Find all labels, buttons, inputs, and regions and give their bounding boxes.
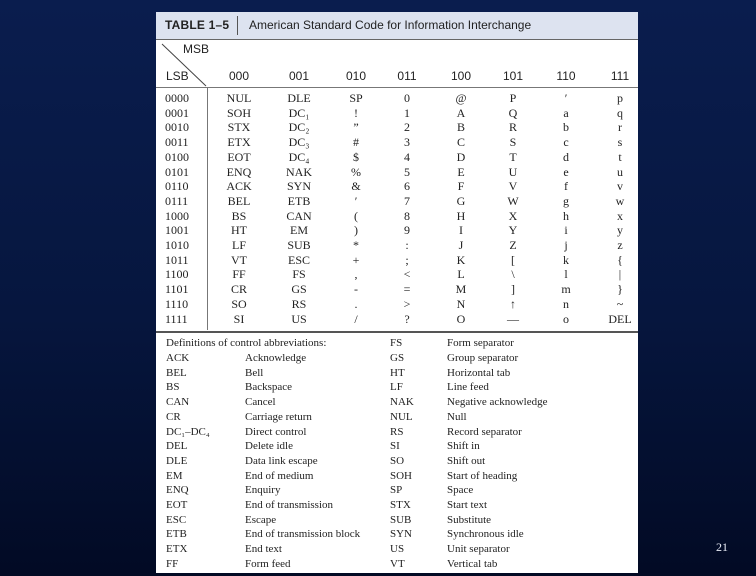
table-title-bar bbox=[156, 12, 638, 39]
table-cell: ~ bbox=[616, 296, 624, 311]
table-cell: 3 bbox=[404, 135, 410, 150]
table-cell: s bbox=[617, 135, 623, 150]
lsb-code: 1010 bbox=[165, 238, 189, 252]
definition-meaning: Carriage return bbox=[245, 410, 312, 423]
table-cell: p bbox=[617, 91, 623, 105]
table-cell: E bbox=[457, 164, 465, 179]
table-cell: ( bbox=[354, 208, 358, 223]
table-cell: z bbox=[617, 238, 623, 252]
lsb-code: 0110 bbox=[165, 179, 189, 194]
table-cell: EM bbox=[290, 223, 308, 238]
table-cell: v bbox=[617, 179, 623, 194]
definition-abbr: EM bbox=[166, 469, 183, 482]
table-cell: NAK bbox=[286, 164, 312, 179]
definition-meaning: Record separator bbox=[447, 425, 522, 438]
table-cell: G bbox=[456, 193, 466, 208]
table-cell: x bbox=[617, 208, 623, 223]
msb-header-110: 110 bbox=[556, 69, 576, 83]
definition-meaning: Null bbox=[447, 410, 467, 423]
table-cell: BEL bbox=[227, 193, 251, 208]
definition-abbr: NUL bbox=[390, 410, 413, 423]
table-cell: K bbox=[456, 252, 466, 267]
table-cell: A bbox=[456, 105, 466, 120]
definition-meaning: Horizontal tab bbox=[447, 366, 511, 379]
table-cell: V bbox=[508, 179, 518, 194]
table-cell: , bbox=[354, 267, 358, 282]
msb-header-011: 011 bbox=[397, 69, 417, 83]
table-cell: BS bbox=[231, 208, 247, 223]
definition-meaning: Escape bbox=[245, 513, 277, 526]
msb-header-100: 100 bbox=[450, 69, 472, 83]
table-cell: d bbox=[563, 149, 569, 164]
definition-abbr: DLE bbox=[166, 454, 188, 467]
table-cell: ETX bbox=[227, 135, 251, 150]
table-cell: DC₃ bbox=[288, 135, 310, 150]
definition-meaning: Start of heading bbox=[447, 469, 518, 482]
lsb-code: 0001 bbox=[165, 105, 189, 120]
lsb-code: 0100 bbox=[165, 149, 189, 164]
table-row bbox=[156, 165, 638, 180]
definition-abbr: SI bbox=[390, 440, 400, 453]
table-cell: X bbox=[508, 208, 518, 223]
table-cell: j bbox=[564, 238, 568, 252]
ascii-table-document bbox=[156, 12, 638, 573]
table-cell: DC₂ bbox=[288, 120, 310, 135]
table-cell: ] bbox=[511, 282, 515, 297]
msb-header-111: 111 bbox=[610, 69, 630, 83]
table-cell: ENQ bbox=[226, 164, 252, 179]
table-cell: @ bbox=[455, 91, 467, 105]
table-cell: & bbox=[351, 179, 361, 194]
definition-meaning: Cancel bbox=[245, 396, 276, 409]
lsb-code: 1100 bbox=[165, 267, 189, 282]
table-cell: SP bbox=[349, 91, 363, 105]
msb-label: MSB bbox=[183, 42, 210, 56]
definition-abbr: SYN bbox=[390, 528, 413, 541]
definition-abbr: FF bbox=[166, 557, 179, 570]
definition-meaning: End of medium bbox=[245, 469, 314, 482]
definition-abbr: BS bbox=[166, 381, 180, 394]
table-cell: FS bbox=[292, 267, 306, 282]
definition-abbr: SO bbox=[390, 454, 405, 467]
slide-page-number: 21 bbox=[716, 540, 728, 554]
table-cell: m bbox=[561, 282, 571, 297]
table-cell: 5 bbox=[404, 164, 410, 179]
table-cell: L bbox=[457, 267, 465, 282]
table-cell: J bbox=[458, 238, 464, 252]
table-cell: - bbox=[354, 282, 358, 297]
table-label: TABLE 1–5 bbox=[165, 18, 230, 32]
definition-abbr: SOH bbox=[390, 469, 413, 482]
definition-meaning: Group separator bbox=[447, 352, 519, 364]
definition-meaning: Synchronous idle bbox=[447, 528, 524, 541]
definition-abbr: CR bbox=[166, 410, 181, 423]
table-cell: ” bbox=[353, 120, 359, 135]
definition-abbr: VT bbox=[390, 557, 405, 570]
header-divider bbox=[156, 39, 638, 40]
table-row bbox=[156, 209, 638, 224]
table-cell: D bbox=[456, 149, 466, 164]
definition-meaning: Line feed bbox=[447, 381, 489, 394]
table-row bbox=[156, 297, 638, 312]
table-cell: 4 bbox=[404, 149, 410, 164]
table-cell: b bbox=[563, 120, 569, 135]
table-cell: R bbox=[508, 120, 517, 135]
table-cell: DC₁ bbox=[288, 105, 310, 120]
table-cell: I bbox=[459, 223, 463, 238]
table-row bbox=[156, 106, 638, 121]
table-cell: SO bbox=[231, 296, 247, 311]
table-cell: T bbox=[509, 149, 517, 164]
table-cell: Q bbox=[508, 105, 518, 120]
table-cell: CAN bbox=[286, 208, 312, 223]
definition-meaning: Shift out bbox=[447, 454, 486, 467]
table-cell: t bbox=[618, 149, 622, 164]
table-cell: h bbox=[563, 208, 569, 223]
table-cell: ↑ bbox=[510, 296, 516, 311]
definition-abbr: DC₁–DC₄ bbox=[166, 425, 210, 438]
lsb-code: 1110 bbox=[165, 296, 189, 311]
definition-meaning: Vertical tab bbox=[447, 557, 498, 570]
table-cell: CR bbox=[230, 282, 247, 297]
definition-meaning: Direct control bbox=[245, 425, 307, 438]
table-cell: a bbox=[563, 105, 569, 120]
definition-abbr: BEL bbox=[166, 366, 187, 379]
definition-meaning: Delete idle bbox=[245, 440, 293, 453]
table-cell: ; bbox=[405, 252, 409, 267]
title-divider bbox=[237, 16, 238, 35]
table-cell: r bbox=[618, 120, 622, 135]
definition-meaning: Start text bbox=[447, 499, 488, 511]
table-title: American Standard Code for Information Interchange bbox=[249, 18, 532, 32]
table-row bbox=[156, 194, 638, 209]
definition-meaning: Shift in bbox=[447, 440, 480, 453]
table-cell: ′ bbox=[564, 91, 568, 105]
table-row bbox=[156, 223, 638, 238]
definition-meaning: End of transmission bbox=[245, 499, 333, 511]
definition-abbr: FS bbox=[390, 337, 403, 350]
definition-abbr: SP bbox=[390, 484, 403, 497]
table-row bbox=[156, 238, 638, 253]
table-cell: LF bbox=[231, 238, 246, 252]
table-cell: SUB bbox=[287, 238, 311, 252]
table-cell: 7 bbox=[404, 193, 410, 208]
table-cell: SI bbox=[233, 311, 245, 326]
definition-abbr: ESC bbox=[166, 513, 187, 526]
table-cell: } bbox=[617, 282, 623, 297]
table-cell: $ bbox=[353, 149, 359, 164]
table-cell: o bbox=[563, 311, 569, 326]
table-row bbox=[156, 179, 638, 194]
table-cell: # bbox=[353, 135, 359, 150]
table-row bbox=[156, 91, 638, 106]
definition-meaning: Substitute bbox=[447, 513, 492, 526]
table-cell: ? bbox=[404, 311, 410, 326]
table-cell: U bbox=[508, 164, 518, 179]
table-cell: ESC bbox=[287, 252, 310, 267]
msb-header-001: 001 bbox=[288, 69, 310, 83]
table-cell: e bbox=[563, 164, 569, 179]
definition-abbr: ENQ bbox=[166, 484, 189, 497]
table-cell: VT bbox=[231, 252, 247, 267]
table-cell: DC₄ bbox=[288, 149, 310, 164]
table-cell: B bbox=[456, 120, 465, 135]
lsb-code: 1001 bbox=[165, 223, 189, 238]
table-cell: P bbox=[509, 91, 517, 105]
definition-meaning: Enquiry bbox=[245, 484, 281, 497]
msb-header-row bbox=[156, 69, 638, 84]
table-cell: STX bbox=[227, 120, 251, 135]
definition-abbr: LF bbox=[390, 381, 403, 394]
table-row bbox=[156, 267, 638, 282]
lsb-code: 1111 bbox=[165, 311, 188, 326]
table-cell: = bbox=[403, 282, 411, 297]
table-cell: C bbox=[456, 135, 465, 150]
table-row bbox=[156, 282, 638, 297]
table-cell: ) bbox=[354, 223, 358, 238]
table-cell: HT bbox=[231, 223, 247, 238]
lsb-code: 0101 bbox=[165, 164, 189, 179]
table-row bbox=[156, 150, 638, 165]
table-cell: k bbox=[563, 252, 569, 267]
msb-header-010: 010 bbox=[345, 69, 367, 83]
table-cell: ! bbox=[354, 105, 358, 120]
definition-abbr: EOT bbox=[166, 499, 188, 511]
definition-abbr: CAN bbox=[166, 396, 190, 409]
definition-abbr: DEL bbox=[166, 440, 188, 453]
table-cell: g bbox=[563, 193, 569, 208]
lsb-code: 0111 bbox=[165, 193, 189, 208]
definition-abbr: SUB bbox=[390, 513, 412, 526]
table-cell: w bbox=[615, 193, 625, 208]
table-cell: f bbox=[564, 179, 568, 194]
lsb-code: 1101 bbox=[165, 282, 189, 297]
table-row bbox=[156, 135, 638, 150]
table-cell: [ bbox=[511, 252, 515, 267]
definition-meaning: Backspace bbox=[245, 381, 293, 394]
table-cell: n bbox=[563, 296, 569, 311]
definition-abbr: US bbox=[390, 543, 405, 556]
lsb-label: LSB bbox=[166, 69, 189, 83]
definition-abbr: ETB bbox=[166, 528, 187, 541]
definition-abbr: RS bbox=[390, 425, 404, 438]
table-cell: — bbox=[507, 311, 519, 326]
table-cell: W bbox=[507, 193, 519, 208]
definition-meaning: End text bbox=[245, 543, 282, 556]
table-cell: 8 bbox=[404, 208, 410, 223]
lsb-code: 0011 bbox=[165, 135, 189, 150]
table-cell: S bbox=[509, 135, 517, 150]
definition-abbr: NAK bbox=[390, 396, 414, 409]
lsb-code: 1011 bbox=[165, 252, 189, 267]
table-cell: l bbox=[564, 267, 568, 282]
table-cell: 6 bbox=[404, 179, 410, 194]
definition-meaning: Data link escape bbox=[245, 454, 318, 467]
table-cell: Z bbox=[509, 238, 517, 252]
table-cell: DEL bbox=[608, 311, 632, 326]
msb-header-000: 000 bbox=[228, 69, 250, 83]
table-cell: < bbox=[403, 267, 411, 282]
table-cell: SYN bbox=[286, 179, 311, 194]
table-cell: + bbox=[352, 252, 360, 267]
definition-meaning: Unit separator bbox=[447, 543, 510, 556]
table-cell: : bbox=[405, 238, 409, 252]
definition-meaning: Form feed bbox=[245, 557, 291, 570]
table-cell: / bbox=[354, 311, 358, 326]
table-cell: DLE bbox=[287, 91, 311, 105]
table-cell: > bbox=[403, 296, 411, 311]
definition-abbr: ETX bbox=[166, 543, 188, 556]
definition-meaning: Space bbox=[447, 484, 474, 497]
table-cell: \ bbox=[511, 267, 515, 282]
table-cell: O bbox=[456, 311, 466, 326]
definition-meaning: Form separator bbox=[447, 337, 514, 350]
table-cell: 2 bbox=[404, 120, 410, 135]
table-cell: | bbox=[618, 267, 622, 282]
table-cell: RS bbox=[291, 296, 307, 311]
table-cell: 9 bbox=[404, 223, 410, 238]
definition-abbr: HT bbox=[390, 366, 405, 379]
table-cell: i bbox=[564, 223, 568, 238]
table-row bbox=[156, 312, 638, 327]
table-cell: H bbox=[456, 208, 466, 223]
definition-meaning: Bell bbox=[245, 366, 264, 379]
definition-abbr: GS bbox=[390, 352, 405, 364]
table-cell: ETB bbox=[287, 193, 311, 208]
table-cell: 1 bbox=[404, 105, 410, 120]
lsb-code: 1000 bbox=[165, 208, 189, 223]
table-cell: GS bbox=[291, 282, 307, 297]
table-cell: % bbox=[351, 164, 361, 179]
table-cell: . bbox=[354, 296, 358, 311]
table-cell: y bbox=[617, 223, 623, 238]
lsb-code: 0010 bbox=[165, 120, 189, 135]
table-cell: ACK bbox=[226, 179, 252, 194]
table-cell: ′ bbox=[354, 193, 358, 208]
section-divider bbox=[156, 331, 638, 333]
definition-meaning: End of transmission block bbox=[245, 528, 361, 541]
grid-header-divider bbox=[156, 87, 638, 88]
table-cell: NUL bbox=[226, 91, 252, 105]
table-cell: N bbox=[456, 296, 466, 311]
definition-meaning: Negative acknowledge bbox=[447, 396, 548, 409]
table-cell: EOT bbox=[227, 149, 251, 164]
table-cell: M bbox=[455, 282, 467, 297]
definition-meaning: Acknowledge bbox=[245, 352, 307, 364]
definition-abbr: ACK bbox=[166, 352, 190, 364]
table-cell: q bbox=[617, 105, 623, 120]
table-cell: FF bbox=[232, 267, 246, 282]
msb-header-101: 101 bbox=[502, 69, 524, 83]
table-cell: Y bbox=[508, 223, 518, 238]
table-cell: F bbox=[457, 179, 465, 194]
table-cell: US bbox=[291, 311, 307, 326]
table-cell: SOH bbox=[226, 105, 251, 120]
table-cell: { bbox=[617, 252, 623, 267]
definitions-heading: Definitions of control abbreviations: bbox=[166, 337, 327, 349]
table-row bbox=[156, 120, 638, 135]
table-cell: c bbox=[563, 135, 569, 150]
table-row bbox=[156, 253, 638, 268]
table-cell: * bbox=[353, 238, 359, 252]
definition-abbr: STX bbox=[390, 499, 411, 511]
lsb-code: 0000 bbox=[165, 91, 189, 105]
table-cell: u bbox=[617, 164, 623, 179]
table-cell: 0 bbox=[404, 91, 410, 105]
